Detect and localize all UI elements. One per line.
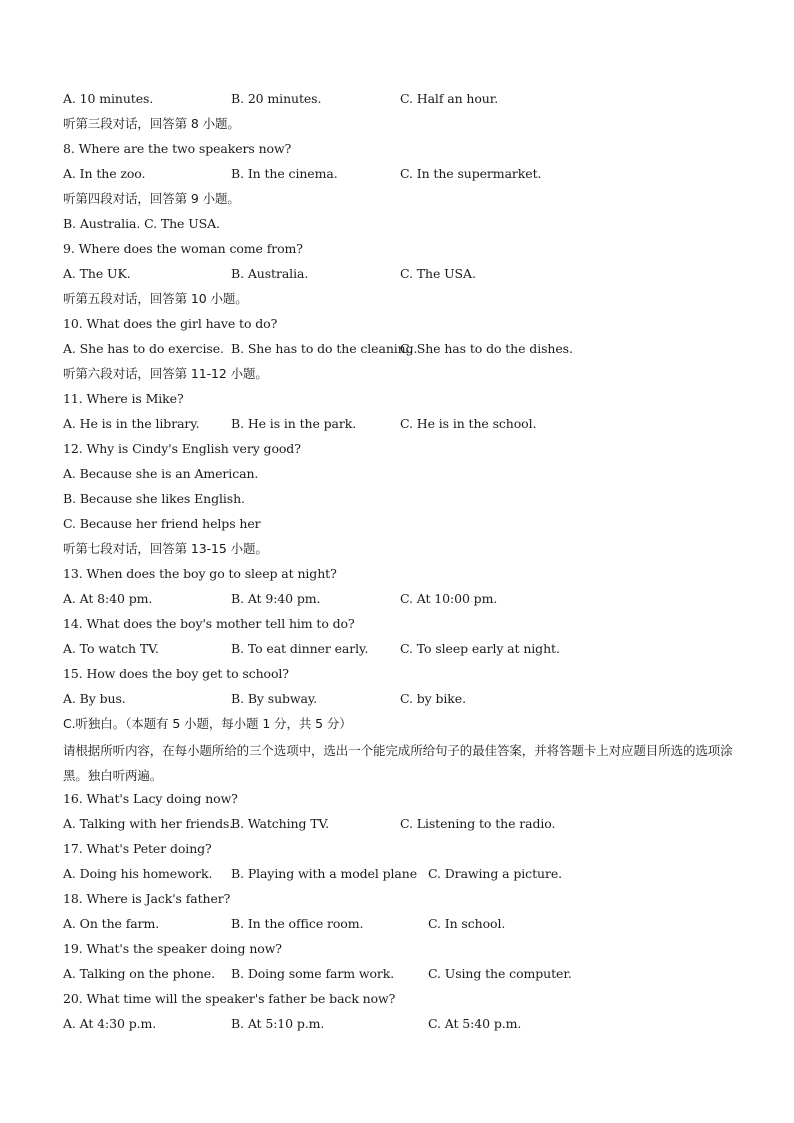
q19-stem: 19. What's the speaker doing now? <box>63 941 282 956</box>
q16-stem: 16. What's Lacy doing now? <box>63 791 238 806</box>
q15-option-b: B. By subway. <box>231 691 318 706</box>
q18-option-c: C. In school. <box>428 916 506 931</box>
q12-option-c: C. Because her friend helps her <box>63 516 261 531</box>
q7-option-a: A. 10 minutes. <box>63 91 154 106</box>
q15-option-c: C. by bike. <box>400 691 466 706</box>
q9-option-a: A. The UK. <box>63 266 131 281</box>
q20-option-c: C. At 5:40 p.m. <box>428 1016 522 1031</box>
q11-option-a: A. He is in the library. <box>63 416 200 431</box>
q14-option-a: A. To watch TV. <box>63 641 159 656</box>
q12-option-a: A. Because she is an American. <box>63 466 259 481</box>
q19-option-c: C. Using the computer. <box>428 966 572 981</box>
q14-option-b: B. To eat dinner early. <box>231 641 369 656</box>
q18-option-b: B. In the office room. <box>231 916 364 931</box>
q11-option-c: C. He is in the school. <box>400 416 537 431</box>
section-7-heading: 听第七段对话，回答第 13-15 小题。 <box>63 541 268 556</box>
q16-option-c: C. Listening to the radio. <box>400 816 556 831</box>
q19-option-a: A. Talking on the phone. <box>63 966 215 981</box>
q20-stem: 20. What time will the speaker's father be back now? <box>63 991 396 1006</box>
section-5-heading: 听第五段对话，回答第 10 小题。 <box>63 291 248 306</box>
q8-stem: 8. Where are the two speakers now? <box>63 141 292 156</box>
q20-option-a: A. At 4:30 p.m. <box>63 1016 157 1031</box>
q13-option-c: C. At 10:00 pm. <box>400 591 498 606</box>
q12-stem: 12. Why is Cindy's English very good? <box>63 441 301 456</box>
q9-option-c: C. The USA. <box>400 266 476 281</box>
section-4-heading: 听第四段对话，回答第 9 小题。 <box>63 191 240 206</box>
q7-option-c: C. Half an hour. <box>400 91 499 106</box>
q17-option-a: A. Doing his homework. <box>63 866 213 881</box>
q11-option-b: B. He is in the park. <box>231 416 357 431</box>
q17-stem: 17. What's Peter doing? <box>63 841 212 856</box>
part-c-title: C.听独白。（本题有 5 小题，每小题 1 分，共 5 分） <box>63 716 352 731</box>
q17-option-b: B. Playing with a model plane <box>231 866 417 881</box>
q12-option-b: B. Because she likes English. <box>63 491 245 506</box>
stray-options-line: B. Australia. C. The USA. <box>63 216 220 231</box>
section-6-heading: 听第六段对话，回答第 11-12 小题。 <box>63 366 268 381</box>
q9-option-b: B. Australia. <box>231 266 309 281</box>
q9-stem: 9. Where does the woman come from? <box>63 241 303 256</box>
q11-stem: 11. Where is Mike? <box>63 391 184 406</box>
q16-option-b: B. Watching TV. <box>231 816 330 831</box>
q18-stem: 18. Where is Jack's father? <box>63 891 231 906</box>
q8-option-c: C. In the supermarket. <box>400 166 542 181</box>
q14-stem: 14. What does the boy's mother tell him to do? <box>63 616 355 631</box>
q13-stem: 13. When does the boy go to sleep at night? <box>63 566 337 581</box>
q18-option-a: A. On the farm. <box>63 916 160 931</box>
q17-option-c: C. Drawing a picture. <box>428 866 562 881</box>
q14-option-c: C. To sleep early at night. <box>400 641 560 656</box>
q10-option-a: A. She has to do exercise. <box>63 341 224 356</box>
q7-option-b: B. 20 minutes. <box>231 91 322 106</box>
q20-option-b: B. At 5:10 p.m. <box>231 1016 325 1031</box>
q15-stem: 15. How does the boy get to school? <box>63 666 289 681</box>
q10-stem: 10. What does the girl have to do? <box>63 316 278 331</box>
q19-option-b: B. Doing some farm work. <box>231 966 395 981</box>
q13-option-a: A. At 8:40 pm. <box>63 591 153 606</box>
part-c-instructions: 请根据所听内容，在每小题所给的三个选项中，选出一个能完成所给句子的最佳答案，并将答题卡上对应题目所选的选项涂黑。独白听两遍。 <box>63 743 733 783</box>
section-3-heading: 听第三段对话，回答第 8 小题。 <box>63 116 240 131</box>
q8-option-a: A. In the zoo. <box>63 166 146 181</box>
q13-option-b: B. At 9:40 pm. <box>231 591 321 606</box>
q10-option-b: B. She has to do the cleaning. <box>231 341 418 356</box>
q10-option-c: C. She has to do the dishes. <box>400 341 573 356</box>
q16-option-a: A. Talking with her friends. <box>63 816 234 831</box>
q15-option-a: A. By bus. <box>63 691 126 706</box>
q8-option-b: B. In the cinema. <box>231 166 338 181</box>
